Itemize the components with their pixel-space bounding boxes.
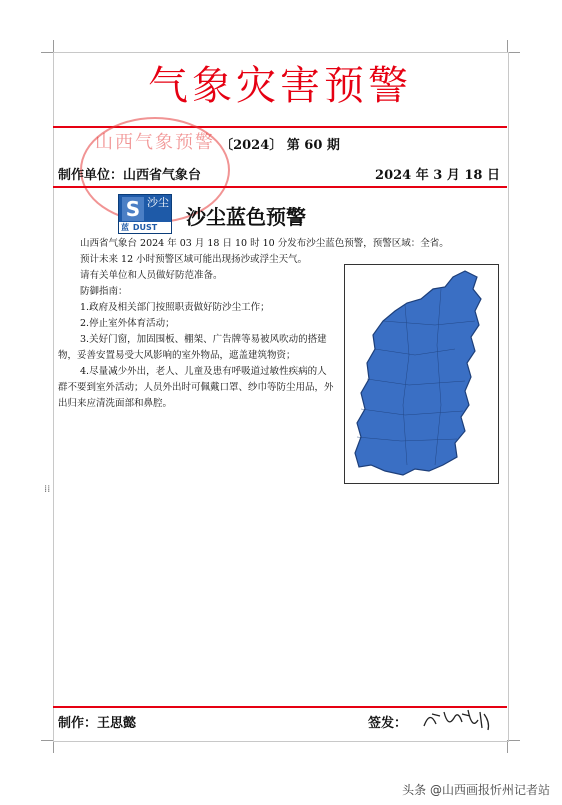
issue-number: 〔2024〕 第 60 期 — [220, 138, 340, 153]
header-divider — [53, 186, 507, 188]
body-paragraph: 防御指南： — [80, 286, 128, 297]
source-watermark: 头条 @山西画报忻州记者站 — [402, 783, 550, 797]
badge-color-label: 蓝 — [121, 223, 129, 232]
issue-date: 2024 年 3 月 18 日 — [375, 168, 500, 183]
badge-letter: S — [122, 197, 144, 221]
warning-area-map — [344, 264, 499, 484]
warning-intro — [58, 236, 498, 252]
dust-warning-badge-icon — [118, 194, 172, 234]
document-maker: 制作：王思懿 — [58, 716, 137, 731]
badge-chinese: 沙尘 — [147, 196, 169, 209]
body-paragraph: 3.关好门窗，加固围板、棚架、广告牌等易被风吹动的搭建物，妥善安置易受大风影响的室外物品，遮盖建筑物资； — [58, 334, 327, 361]
table-move-handle-icon[interactable]: ⁞⁞ — [44, 484, 51, 495]
body-paragraph: 请有关单位和人员做好防范准备。 — [80, 270, 223, 281]
badge-english: DUST — [119, 222, 171, 233]
warning-body — [58, 252, 336, 412]
issuing-unit: 制作单位：山西省气象台 — [58, 168, 202, 183]
document-title: 气象灾害预警 — [148, 63, 412, 109]
signer-label: 签发： — [368, 716, 408, 731]
body-paragraph: 1.政府及相关部门按照职责做好防沙尘工作； — [80, 302, 270, 313]
intro-text: 山西省气象台 2024 年 03 月 18 日 10 时 10 分发布沙尘蓝色预警，预警区域：全省。 — [80, 238, 449, 249]
stamp-text: 山西气象预警 — [95, 132, 215, 153]
body-paragraph: 预计未来 12 小时预警区域可能出现扬沙或浮尘天气。 — [80, 254, 308, 265]
province-region — [355, 271, 481, 475]
body-paragraph: 4.尽量减少外出，老人、儿童及患有呼吸道过敏性疾病的人群不要到室外活动；人员外出时可佩戴口罩、纱巾等防尘用品，外出归来应清洗面部和鼻腔。 — [58, 366, 334, 409]
shanxi-province-map — [345, 265, 498, 483]
body-paragraph: 2.停止室外体育活动； — [80, 318, 175, 329]
handwritten-signature — [418, 704, 496, 736]
warning-title: 沙尘蓝色预警 — [186, 205, 306, 229]
